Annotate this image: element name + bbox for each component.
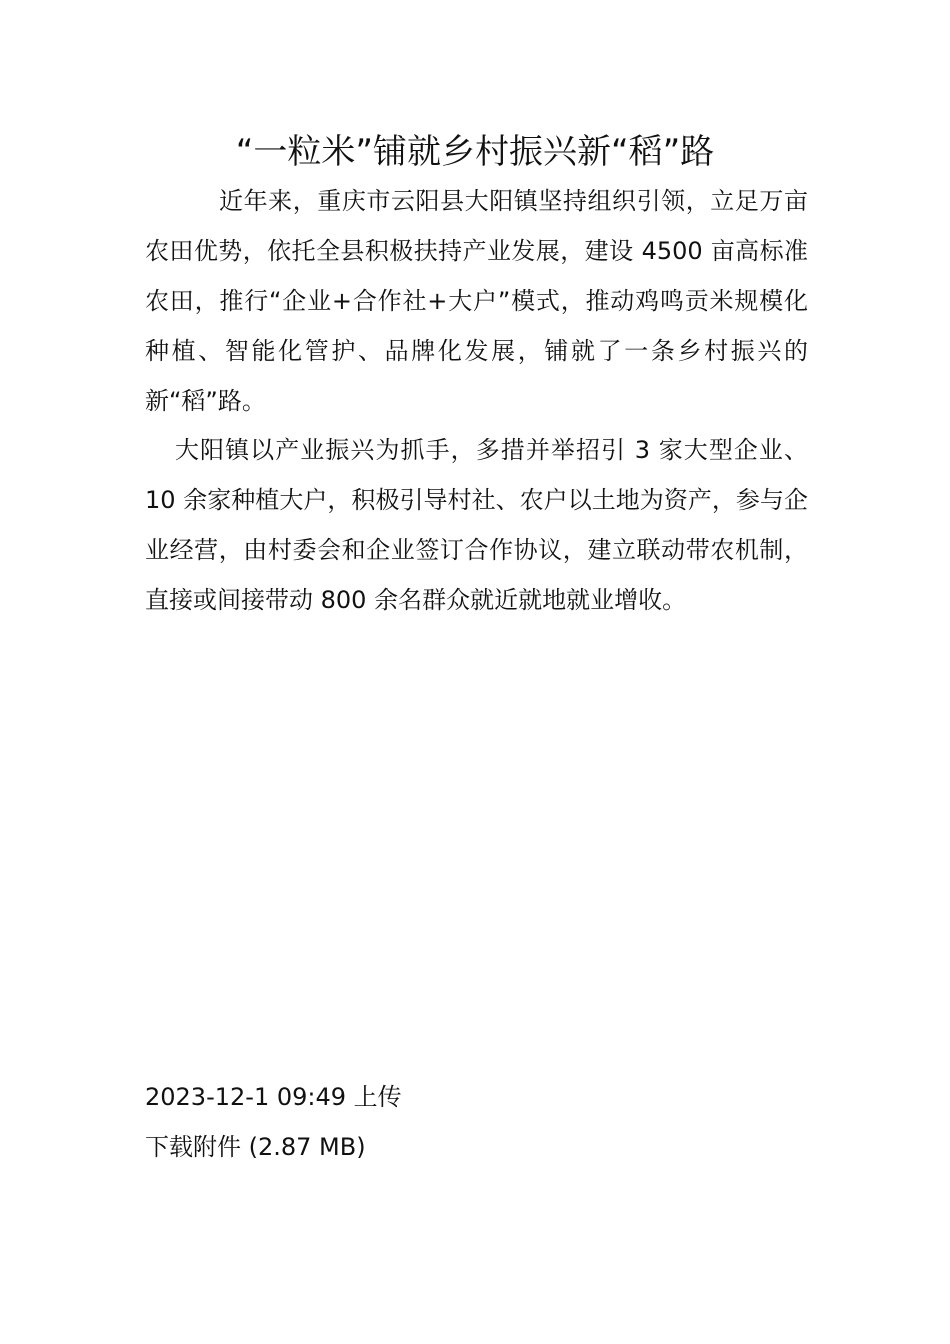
article-title: “一粒米”铺就乡村振兴新“稻”路 — [235, 132, 715, 172]
article-paragraph-1: 近年来，重庆市云阳县大阳镇坚持组织引领，立足万亩农田优势，依托全县积极扶持产业发展，建设 4500 亩高标准农田，推行“企业+合作社+大户”模式，推动鸡鸣贡米规模化种植、智能化管护、品牌化发展，铺就了一条乡村振兴的新“稻”路。 — [145, 187, 808, 415]
download-attachment-link[interactable]: 下载附件 (2.87 MB) — [145, 1133, 366, 1161]
upload-timestamp: 2023-12-1 09:49 上传 — [145, 1083, 402, 1111]
article-paragraph-2: 大阳镇以产业振兴为抓手，多措并举招引 3 家大型企业、10 余家种植大户，积极引导村社、农户以土地为资产，参与企业经营，由村委会和企业签订合作协议，建立联动带农机制，直接或间接带动 800 余名群众就近就地就业增收。 — [145, 436, 808, 614]
